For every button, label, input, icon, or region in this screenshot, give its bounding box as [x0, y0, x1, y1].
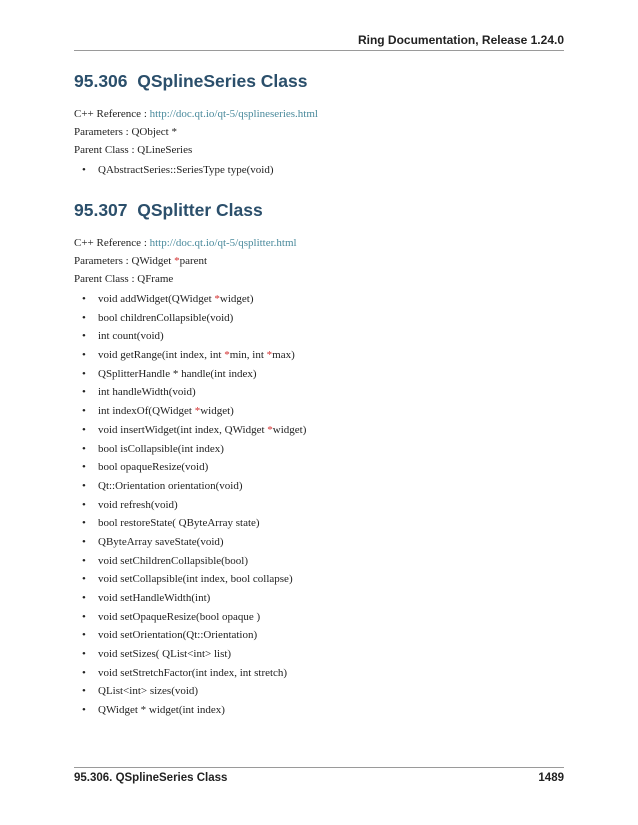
running-header: Ring Documentation, Release 1.24.0 — [357, 33, 564, 47]
parent-class-label: Parent Class : — [74, 273, 138, 285]
parent-class-value: QLineSeries — [137, 144, 193, 156]
method-list — [74, 292, 564, 717]
pointer-asterisk: * — [267, 423, 273, 436]
parameters — [74, 254, 564, 268]
pointer-asterisk: * — [224, 349, 230, 362]
method-item: • bool opaqueResize(void) — [82, 460, 564, 474]
method-item: • void refresh(void) — [82, 498, 564, 512]
method-item: • QAbstractSeries::SeriesType type(void) — [82, 163, 564, 177]
footer-rule — [74, 767, 564, 768]
method-item: • void setSizes( QList<int> list) — [82, 647, 564, 661]
header-rule — [74, 50, 564, 51]
method-item: • int indexOf(QWidget *widget) — [82, 404, 564, 418]
cpp-reference — [74, 107, 564, 121]
section-number: 95.306 — [74, 71, 128, 91]
method-item: • QByteArray saveState(void) — [82, 535, 564, 549]
pointer-asterisk: * — [214, 293, 220, 305]
method-item: • bool restoreState( QByteArray state) — [82, 516, 564, 530]
method-item: • void addWidget(QWidget *widget) — [82, 292, 564, 306]
method-item: • QList<int> sizes(void) — [82, 684, 564, 698]
method-item: • void setCollapsible(int index, bool collapse) — [82, 572, 564, 586]
method-item: • QWidget * widget(int index) — [82, 703, 564, 717]
cpp-reference-label: C++ Reference : — [74, 108, 150, 120]
parameters — [74, 125, 564, 139]
method-item: • void setOrientation(Qt::Orientation) — [82, 628, 564, 642]
section-heading — [74, 200, 564, 220]
cpp-reference-link[interactable]: http://doc.qt.io/qt-5/qsplitter.html — [149, 237, 297, 249]
method-item: • bool isCollapsible(int index) — [82, 442, 564, 456]
section-qsplineseries — [74, 71, 564, 182]
cpp-reference — [74, 236, 564, 250]
parameters-label: Parameters : — [74, 126, 132, 138]
method-item: • void setOpaqueResize(bool opaque ) — [82, 610, 564, 624]
parent-class — [74, 272, 564, 286]
parent-class — [74, 143, 564, 157]
section-qsplitter — [74, 200, 564, 722]
parent-class-value: QFrame — [137, 273, 174, 285]
parameters-value: QWidget *parent — [131, 255, 208, 267]
method-item: • void setHandleWidth(int) — [82, 591, 564, 605]
cpp-reference-link[interactable]: http://doc.qt.io/qt-5/qsplineseries.html — [149, 108, 318, 120]
method-item: • bool childrenCollapsible(void) — [82, 311, 564, 325]
method-item: • void setStretchFactor(int index, int stretch) — [82, 666, 564, 680]
method-item: • Qt::Orientation orientation(void) — [82, 479, 564, 493]
method-item: • int handleWidth(void) — [82, 385, 564, 399]
pointer-asterisk: * — [266, 349, 273, 362]
section-heading — [74, 71, 564, 91]
section-title: QSplineSeries Class — [137, 71, 308, 91]
pointer-asterisk: * — [194, 405, 201, 418]
parameters-label: Parameters : — [74, 255, 132, 267]
method-item: • void getRange(int index, int *min, int *max) — [82, 348, 564, 362]
method-item: • QSplitterHandle * handle(int index) — [82, 367, 564, 381]
section-title: QSplitter Class — [137, 200, 263, 220]
footer-section-title: 95.306. QSplineSeries Class — [74, 772, 228, 784]
footer-page-number: 1489 — [538, 772, 564, 784]
parent-class-label: Parent Class : — [74, 144, 138, 156]
method-item: • void insertWidget(int index, QWidget *widget) — [82, 423, 564, 437]
cpp-reference-label: C++ Reference : — [74, 237, 150, 249]
method-list — [74, 163, 564, 177]
parameters-value: QObject * — [131, 126, 177, 138]
method-item: • void setChildrenCollapsible(bool) — [82, 554, 564, 568]
section-number: 95.307 — [74, 200, 128, 220]
method-item: • int count(void) — [82, 329, 564, 343]
pointer-asterisk: * — [174, 255, 180, 267]
